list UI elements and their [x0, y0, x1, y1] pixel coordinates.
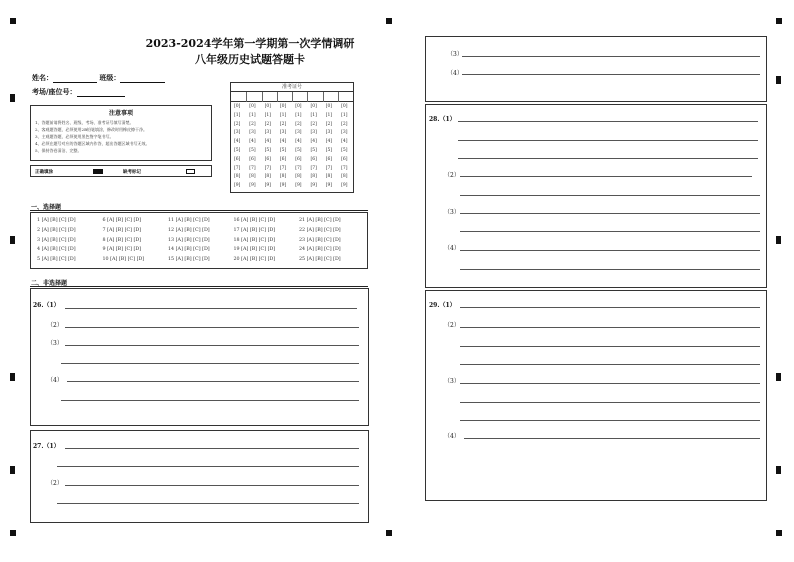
admission-digit-bubble[interactable]: [4] — [249, 139, 256, 145]
admission-digit-bubble[interactable]: [2] — [234, 121, 241, 127]
q27-part4-label: （4） — [447, 70, 463, 77]
admission-digit-bubble[interactable]: [7] — [325, 165, 333, 171]
admission-digit-bubble[interactable]: [5] — [264, 148, 271, 153]
answer-line — [65, 485, 359, 486]
admission-digit-bubble[interactable]: [0] — [279, 104, 287, 109]
admission-digit-bubble[interactable]: [1] — [341, 112, 348, 118]
admission-digit-bubble[interactable]: [9] — [264, 183, 271, 189]
answer-line — [458, 140, 758, 141]
class-field[interactable] — [120, 76, 165, 83]
choice-question-row[interactable]: 21 [A] [B] [C] [D] — [299, 218, 341, 223]
admission-digit-bubble[interactable]: [7] — [249, 165, 256, 171]
answer-line — [462, 56, 760, 57]
admission-digit-bubble[interactable]: [5] — [341, 148, 348, 153]
answer-line — [460, 327, 760, 328]
name-field[interactable] — [53, 76, 97, 83]
admission-digit-bubble[interactable]: [9] — [325, 183, 333, 189]
admission-digit-bubble[interactable]: [2] — [310, 121, 317, 127]
choice-question-row[interactable]: 1 [A] [B] [C] [D] — [37, 218, 76, 223]
choice-question-row[interactable]: 2 [A] [B] [C] [D] — [37, 227, 76, 233]
choice-question-row[interactable]: 7 [A] [B] [C] [D] — [102, 227, 142, 233]
admission-digit-bubble[interactable]: [2] — [341, 121, 348, 127]
admission-digit-bubble[interactable]: [5] — [295, 148, 302, 153]
admission-digit-bubble[interactable]: [3] — [249, 130, 256, 136]
choice-question-row[interactable]: 9 [A] [B] [C] [D] — [102, 247, 142, 253]
admission-digit-bubble[interactable]: [6] — [341, 156, 348, 162]
admission-digit-bubble[interactable]: [1] — [295, 112, 302, 118]
timing-mark — [10, 466, 15, 474]
q29-answer-box[interactable] — [425, 290, 767, 501]
answer-line — [460, 176, 752, 177]
notice-item: 2、客观题答题，必须使用2B铅笔填涂，修改时用橡皮擦干净。 — [35, 127, 148, 132]
admission-digit-bubble[interactable]: [3] — [234, 130, 241, 136]
admission-digit-bubble[interactable]: [2] — [264, 121, 271, 127]
choice-question-row[interactable]: 24 [A] [B] [C] [D] — [299, 247, 341, 253]
choice-question-row[interactable]: 17 [A] [B] [C] [D] — [233, 227, 276, 233]
choice-question-row[interactable]: 11 [A] [B] [C] [D] — [168, 218, 210, 223]
choice-question-row[interactable]: 14 [A] [B] [C] [D] — [168, 247, 210, 253]
admission-digit-bubble[interactable]: [0] — [249, 104, 256, 109]
admission-digit-bubble[interactable]: [7] — [234, 165, 241, 171]
class-label: 班级： — [99, 73, 121, 82]
choice-question-row[interactable]: 8 [A] [B] [C] [D] — [102, 237, 142, 243]
admission-digit-bubble[interactable]: [0] — [341, 104, 348, 109]
admission-digit-bubble[interactable]: [5] — [234, 148, 241, 153]
admission-digit-bubble[interactable]: [9] — [234, 183, 241, 189]
choice-question-row[interactable]: 16 [A] [B] [C] [D] — [233, 218, 276, 223]
answer-line — [65, 308, 357, 309]
q27-part3-label: （3） — [447, 51, 463, 58]
q28-label: 28.（1） — [429, 116, 456, 123]
admission-digit-bubble[interactable]: [8] — [341, 174, 348, 180]
section1-title: 一、选择题 — [31, 204, 62, 211]
choice-question-row[interactable]: 12 [A] [B] [C] [D] — [168, 227, 210, 233]
q28-answer-box[interactable] — [425, 104, 767, 288]
choice-question-row[interactable]: 20 [A] [B] [C] [D] — [233, 257, 276, 263]
admission-digit-bubble[interactable]: [9] — [341, 183, 348, 189]
answer-line — [458, 158, 758, 159]
timing-mark — [10, 236, 15, 244]
answer-line — [61, 363, 359, 364]
admission-digit-bubble[interactable]: [9] — [279, 183, 287, 189]
admission-digit-bubble[interactable]: [6] — [310, 156, 317, 162]
q26-answer-box[interactable] — [30, 288, 369, 426]
answer-line — [57, 503, 359, 504]
q26-part3-label: （3） — [47, 340, 63, 347]
answer-line — [460, 213, 760, 214]
admission-digit-bubble[interactable]: [8] — [264, 174, 271, 180]
admission-bubble-grid[interactable] — [231, 102, 353, 192]
notice-item: 5、保持答卷清洁、完整。 — [35, 148, 82, 153]
admission-digit-bubble[interactable]: [3] — [279, 130, 287, 136]
admission-number-title: 准考证号 — [231, 83, 353, 92]
admission-digit-bubble[interactable]: [4] — [325, 139, 333, 145]
answer-line — [65, 327, 359, 328]
admission-digit-bubble[interactable]: [1] — [264, 112, 271, 118]
answer-line — [460, 402, 760, 403]
admission-digit-bubble[interactable]: [3] — [341, 130, 348, 136]
admission-digit-bubble[interactable]: [4] — [264, 139, 271, 145]
q27-answer-box[interactable] — [30, 430, 369, 523]
notice-item: 4、必须在题号对应的答题区域内作答，超出答题区域书写无效。 — [35, 141, 150, 146]
absent-mark-label: 缺考标记 — [123, 170, 141, 175]
q29-part3-label: （3） — [444, 378, 460, 385]
answer-line — [460, 250, 760, 251]
notice-item: 3、主观题答题，必须使用黑色签字笔书写。 — [35, 134, 114, 139]
admission-digit-bubble[interactable]: [6] — [295, 156, 302, 162]
corner-mark — [386, 18, 392, 24]
answer-line — [460, 231, 760, 232]
answer-line — [67, 381, 359, 382]
page-subtitle: 八年级历史试题答题卡 — [195, 53, 305, 66]
admission-digit-bubble[interactable]: [4] — [341, 139, 348, 145]
answer-line — [61, 400, 359, 401]
corner-mark — [776, 18, 782, 24]
admission-digit-bubble[interactable]: [3] — [310, 130, 317, 136]
answer-line — [460, 269, 760, 270]
answer-line — [462, 74, 760, 75]
answer-line — [65, 448, 359, 449]
admission-digit-bubble[interactable]: [3] — [325, 130, 333, 136]
choice-grid — [30, 212, 368, 269]
admission-digit-bubble[interactable]: [1] — [249, 112, 256, 118]
answer-line — [460, 307, 760, 308]
q29-part4-label: （4） — [444, 433, 460, 440]
admission-digit-bubble[interactable]: [4] — [295, 139, 302, 145]
notice-item: 1、答题前请将姓名、班级、考场、准考证号填写清楚。 — [35, 120, 134, 125]
choice-question-row[interactable]: 5 [A] [B] [C] [D] — [37, 257, 76, 263]
corner-mark — [10, 18, 16, 24]
choice-question-row[interactable]: 10 [A] [B] [C] [D] — [102, 257, 145, 263]
q26-part2-label: （2） — [47, 322, 63, 329]
admission-digit-bubble[interactable]: [5] — [249, 148, 256, 153]
admission-digit-bubble[interactable]: [8] — [295, 174, 302, 180]
admission-digit-bubble[interactable]: [3] — [295, 130, 302, 136]
admission-number-box — [230, 82, 354, 193]
timing-mark — [776, 236, 781, 244]
answer-line — [464, 438, 760, 439]
admission-digit-bubble[interactable]: [7] — [310, 165, 317, 171]
q27-label: 27.（1） — [33, 443, 60, 450]
choice-question-row[interactable]: 13 [A] [B] [C] [D] — [168, 237, 210, 243]
admission-digit-bubble[interactable]: [7] — [279, 165, 287, 171]
timing-mark — [10, 94, 15, 102]
admission-digit-bubble[interactable]: [4] — [234, 139, 241, 145]
corner-mark — [776, 530, 782, 536]
absent-mark-checkbox[interactable] — [186, 169, 195, 174]
correct-fill-label: 正确填涂 — [35, 170, 53, 175]
answer-line — [458, 121, 758, 122]
admission-digit-bubble[interactable]: [6] — [234, 156, 241, 162]
choice-question-row[interactable]: 3 [A] [B] [C] [D] — [37, 237, 76, 243]
admission-digit-bubble[interactable]: [0] — [264, 104, 271, 109]
admission-digit-bubble[interactable]: [9] — [249, 183, 256, 189]
admission-digit-bubble[interactable]: [9] — [295, 183, 302, 189]
admission-digit-bubble[interactable]: [0] — [325, 104, 333, 109]
admission-digit-bubble[interactable]: [1] — [234, 112, 241, 118]
divider — [30, 286, 368, 287]
choice-question-row[interactable]: 18 [A] [B] [C] [D] — [233, 237, 276, 243]
answer-line — [460, 364, 760, 365]
timing-mark — [776, 466, 781, 474]
choice-question-row[interactable]: 23 [A] [B] [C] [D] — [299, 237, 341, 243]
admission-digit-bubble[interactable]: [4] — [310, 139, 317, 145]
admission-digit-bubble[interactable]: [7] — [264, 165, 271, 171]
fill-example-box — [30, 165, 212, 177]
room-seat-row — [32, 87, 125, 97]
admission-digit-bubble[interactable]: [1] — [325, 112, 333, 118]
admission-digit-bubble[interactable]: [8] — [249, 174, 256, 180]
admission-digit-bubble[interactable]: [6] — [279, 156, 287, 162]
q26-part4-label: （4） — [47, 377, 63, 384]
answer-line — [65, 345, 359, 346]
notice-title: 注意事项 — [108, 110, 133, 117]
admission-digit-bubble[interactable]: [2] — [279, 121, 287, 127]
q27-part2-label: （2） — [47, 480, 63, 487]
admission-number-write-row[interactable] — [231, 92, 353, 102]
section2-title: 二、非选择题 — [31, 280, 68, 287]
admission-digit-bubble[interactable]: [1] — [279, 112, 287, 118]
room-seat-field[interactable] — [77, 90, 125, 97]
answer-line — [460, 195, 760, 196]
admission-digit-bubble[interactable]: [5] — [325, 148, 333, 153]
correct-fill-swatch — [93, 169, 103, 174]
answer-line — [57, 466, 359, 467]
admission-digit-bubble[interactable]: [8] — [325, 174, 333, 180]
timing-mark — [776, 373, 781, 381]
corner-mark — [386, 530, 392, 536]
admission-digit-bubble[interactable]: [9] — [310, 183, 317, 189]
q26-label: 26.（1） — [33, 302, 60, 309]
page-title: 2023-2024学年第一学期第一次学情调研 — [145, 37, 355, 50]
admission-digit-bubble[interactable]: [1] — [310, 112, 317, 118]
answer-line — [460, 346, 760, 347]
admission-digit-bubble[interactable]: [3] — [264, 130, 271, 136]
admission-digit-bubble[interactable]: [7] — [341, 165, 348, 171]
admission-digit-bubble[interactable]: [8] — [310, 174, 317, 180]
admission-digit-bubble[interactable]: [8] — [234, 174, 241, 180]
admission-digit-bubble[interactable]: [0] — [234, 104, 241, 109]
admission-digit-bubble[interactable]: [6] — [325, 156, 333, 162]
student-name-row — [32, 73, 165, 83]
choice-question-row[interactable]: 4 [A] [B] [C] [D] — [37, 247, 76, 253]
choice-question-row[interactable]: 15 [A] [B] [C] [D] — [168, 257, 210, 263]
admission-digit-bubble[interactable]: [8] — [279, 174, 287, 180]
answer-line — [460, 383, 760, 384]
admission-digit-bubble[interactable]: [2] — [249, 121, 256, 127]
admission-digit-bubble[interactable]: [2] — [325, 121, 333, 127]
notice-box — [30, 105, 212, 161]
timing-mark — [10, 373, 15, 381]
timing-mark — [776, 76, 781, 84]
choice-question-row[interactable]: 22 [A] [B] [C] [D] — [299, 227, 341, 233]
divider — [30, 210, 368, 211]
admission-digit-bubble[interactable]: [5] — [279, 148, 287, 153]
choice-question-row[interactable]: 19 [A] [B] [C] [D] — [233, 247, 276, 253]
q27-continuation-box[interactable] — [425, 36, 767, 102]
name-label: 姓名： — [32, 73, 53, 82]
admission-digit-bubble[interactable]: [5] — [310, 148, 317, 153]
room-seat-label: 考场/座位号： — [32, 87, 77, 96]
q28-part4-label: （4） — [444, 245, 460, 252]
admission-digit-bubble[interactable]: [4] — [279, 139, 287, 145]
q28-part2-label: （2） — [444, 172, 460, 179]
choice-question-row[interactable]: 25 [A] [B] [C] [D] — [299, 257, 341, 263]
q28-part3-label: （3） — [444, 209, 460, 216]
admission-digit-bubble[interactable]: [6] — [249, 156, 256, 162]
answer-line — [460, 420, 760, 421]
admission-digit-bubble[interactable]: [0] — [310, 104, 317, 109]
admission-digit-bubble[interactable]: [0] — [295, 104, 302, 109]
admission-digit-bubble[interactable]: [7] — [295, 165, 302, 171]
admission-digit-bubble[interactable]: [6] — [264, 156, 271, 162]
corner-mark — [10, 530, 16, 536]
q29-part2-label: （2） — [444, 322, 460, 329]
q29-label: 29.（1） — [429, 302, 456, 309]
admission-digit-bubble[interactable]: [2] — [295, 121, 302, 127]
choice-question-row[interactable]: 6 [A] [B] [C] [D] — [102, 218, 142, 223]
